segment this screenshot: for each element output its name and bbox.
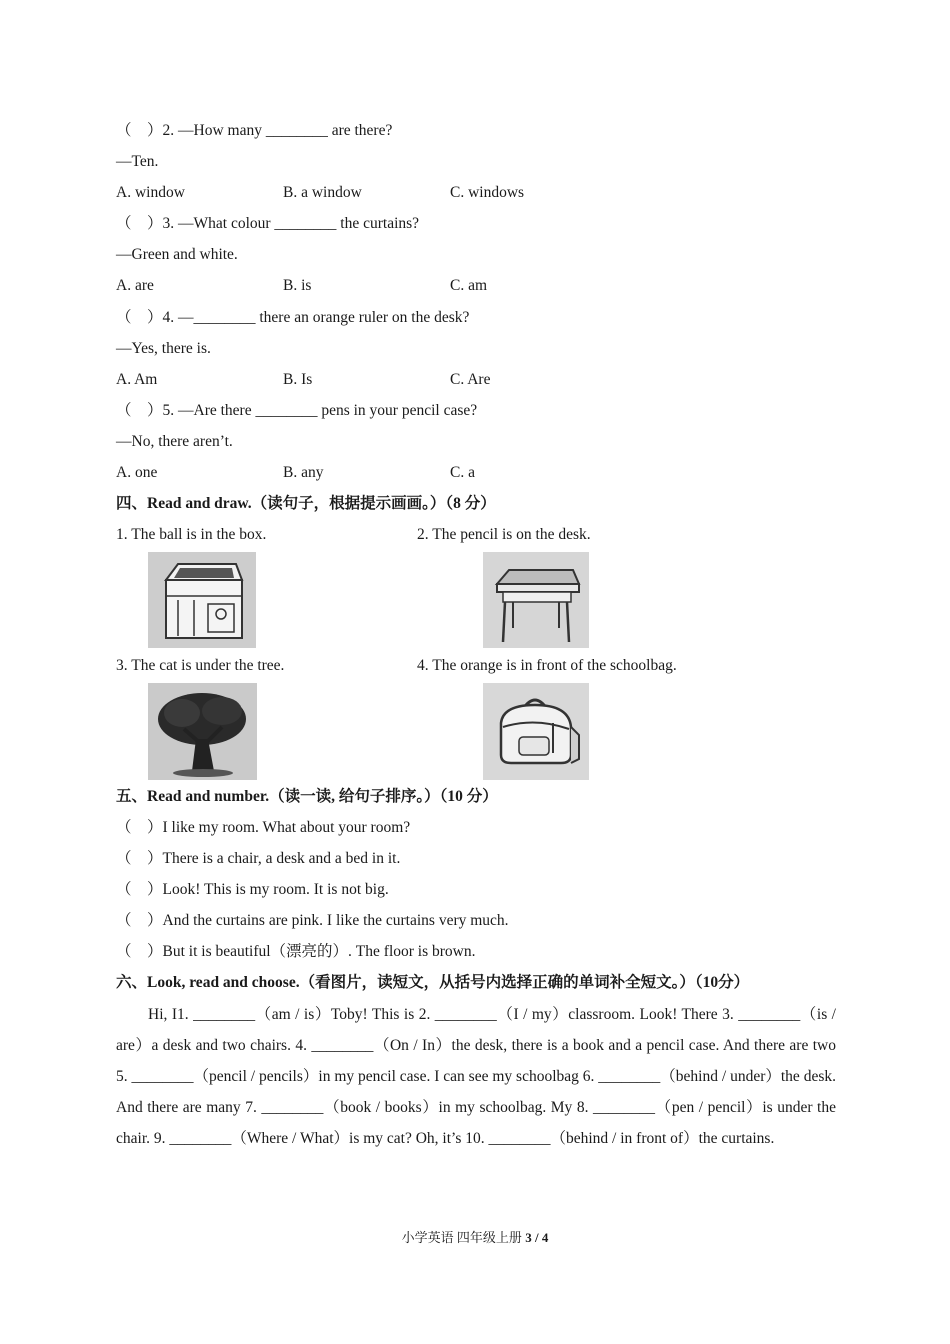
- order-item-3: （ ）Look! This is my room. It is not big.: [116, 881, 389, 898]
- draw-item-3: 3. The cat is under the tree.: [116, 657, 285, 674]
- section-5-title: 五、Read and number.（读一读, 给句子排序。）（10 分）: [116, 788, 498, 805]
- question-4-option-b: B. Is: [283, 371, 313, 388]
- question-3-stem: （ ）3. —What colour ________ the curtains?: [116, 215, 420, 232]
- order-item-2: （ ）There is a chair, a desk and a bed in it.: [116, 850, 401, 867]
- footer-subject: 小学英语 四年级上册: [401, 1230, 522, 1245]
- desk-picture: [483, 552, 589, 648]
- cloze-passage: Hi, I1. ________（am / is）Toby! This is 2. ________（I / my）classroom. Look! There 3. ________（is / are）a desk and two chairs. 4. ________（On / In）the desk, there is a book and a pencil case. And there are two 5. ________（pencil / pencils）in my pencil case. I can see my schoolbag 6. ________（behind / under）the desk. And there are many 7. ________（book / books）in my schoolbag. My 8. ________（pen / pencil）is under the chair. 9. ________（Where / What）is my cat? Oh, it’s 10. ________（behind / in front of）the curtains.: [116, 1006, 836, 1147]
- schoolbag-picture: [483, 683, 589, 780]
- footer-total-pages: 4: [541, 1230, 549, 1245]
- question-5-option-a: A. one: [116, 464, 158, 481]
- question-2-answer: —Ten.: [116, 153, 159, 170]
- question-3-option-b: B. is: [283, 277, 312, 294]
- question-5-stem: （ ）5. —Are there ________ pens in your pencil case?: [116, 402, 478, 419]
- question-2-option-a: A. window: [116, 184, 185, 201]
- question-4-stem: （ ）4. —________ there an orange ruler on the desk?: [116, 309, 470, 326]
- footer-separator: /: [534, 1230, 539, 1245]
- footer-page-number: 3: [525, 1230, 532, 1245]
- tree-picture: [148, 683, 257, 780]
- box-picture: [148, 552, 256, 648]
- question-3-option-a: A. are: [116, 277, 154, 294]
- order-item-4: （ ）And the curtains are pink. I like the curtains very much.: [116, 912, 509, 929]
- question-4-option-c: C. Are: [450, 371, 491, 388]
- question-5-option-b: B. any: [283, 464, 324, 481]
- section-4-title: 四、Read and draw.（读句子，根据提示画画。）（8 分）: [116, 495, 496, 512]
- question-2-option-c: C. windows: [450, 184, 525, 201]
- question-2-stem: （ ）2. —How many ________ are there?: [116, 122, 393, 139]
- page-footer: [0, 1227, 950, 1246]
- question-4-option-a: A. Am: [116, 371, 158, 388]
- question-5-option-c: C. a: [450, 464, 475, 481]
- question-3-option-c: C. am: [450, 277, 488, 294]
- order-item-1: （ ）I like my room. What about your room?: [116, 819, 411, 836]
- order-item-5: （ ）But it is beautiful（漂亮的）. The floor is brown.: [116, 943, 476, 960]
- draw-item-4: 4. The orange is in front of the schoolbag.: [417, 657, 677, 674]
- section-6-title: 六、Look, read and choose.（看图片，读短文，从括号内选择正确的单词补全短文。）（10分）: [116, 974, 750, 991]
- draw-item-1: 1. The ball is in the box.: [116, 526, 267, 543]
- question-3-answer: —Green and white.: [116, 246, 238, 263]
- draw-item-2: 2. The pencil is on the desk.: [417, 526, 591, 543]
- question-4-answer: —Yes, there is.: [116, 340, 211, 357]
- question-5-answer: —No, there aren’t.: [116, 433, 233, 450]
- question-2-option-b: B. a window: [283, 184, 362, 201]
